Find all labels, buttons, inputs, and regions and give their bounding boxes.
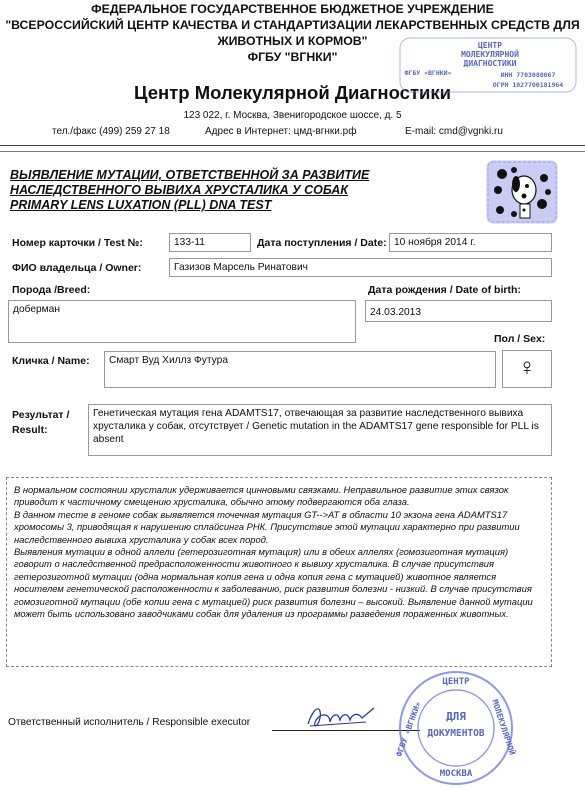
address: 123 022, г. Москва, Звенигородское шоссе, д. 5 (183, 110, 402, 121)
header-line-2: "ВСЕРОССИЙСКИЙ ЦЕНТР КАЧЕСТВА И СТАНДАРТИЗАЦИИ ЛЕКАРСТВЕННЫХ СРЕДСТВ ДЛЯ (5, 18, 580, 32)
email: E-mail: cmd@vgnki.ru (405, 126, 503, 137)
stamp-bottom-right: МОЛЕКУЛЯРНОЙ (490, 698, 517, 757)
executor-label: Ответственный исполнитель / Responsible executor (8, 717, 251, 728)
stamp-top-line-6: ОГРН 1027700181964 (492, 81, 564, 89)
date-received-field: 10 ноября 2014 г. (389, 233, 552, 252)
test-title-ru-1: ВЫЯВЛЕНИЕ МУТАЦИИ, ОТВЕТСТВЕННОЙ ЗА РАЗВИТИЕ (10, 168, 370, 182)
stamp-bottom-center-1: ДЛЯ (446, 710, 466, 723)
breed-label: Порода /Breed: (12, 284, 91, 296)
result-label-2: Result: (12, 424, 48, 436)
stamp-top-line-1: ЦЕНТР (477, 41, 503, 50)
signature-icon (300, 700, 380, 734)
note-paragraph-3: Выявления мутации в одной аллели (гетерозиготная мутация) или в обеих аллелях (гомозиготная мутация) говорит о наследственной предрасположенности животного к вывиху хрусталика. В случае присутствия гетерозиготной мутации (одна нормальная копия гена и одна копия гена с мутацией) животное является носителем генетической расположенности к заболеванию, риск развития болезни - низкий. В случае присутствия гомозиготной мутации (обе копии гена с мутацией) риск развития болезни – высокий. Выявление данной мутации может быть использовано заводчиками собак для удаления из программы разведения пораженных животных. (14, 546, 533, 620)
header-divider-1 (0, 145, 585, 146)
stamp-top-line-4: ФГБУ «ВГНКИ» (404, 69, 452, 77)
sex-field: ♀ (502, 350, 552, 388)
stamp-bottom (395, 668, 517, 788)
header-divider-2 (0, 151, 585, 152)
result-label-1: Результат / (12, 409, 70, 421)
stamp-top (398, 36, 578, 94)
stamp-bottom-bottom: МОСКВА (439, 769, 473, 779)
stamp-bottom-center-2: ДОКУМЕНТОВ (427, 728, 485, 739)
card-number-field: 133-11 (169, 233, 251, 252)
name-field: Смарт Вуд Хиллз Футура (104, 351, 496, 388)
header-line-1: ФЕДЕРАЛЬНОЕ ГОСУДАРСТВЕННОЕ БЮДЖЕТНОЕ УЧРЕЖДЕНИЕ (91, 2, 494, 16)
card-number-label: Номер карточки / Test №: (12, 237, 143, 249)
date-received-label: Дата поступления / Date: (257, 237, 387, 249)
owner-field: Газизов Марсель Ринатович (169, 258, 552, 277)
center-name: Центр Молекулярной Диагностики (133, 82, 452, 103)
stamp-bottom-arc-top: ЦЕНТР (442, 677, 470, 687)
test-title-ru-2: НАСЛЕДСТВЕННОГО ВЫВИХА ХРУСТАЛИКА У СОБАК (10, 183, 348, 197)
stamp-bottom-left: ФГБУ «ВГНКИ» (395, 700, 423, 758)
breed-field: доберман (8, 300, 356, 343)
stamp-top-line-3: ДИАГНОСТИКИ (463, 59, 517, 68)
test-title (10, 168, 369, 213)
stamp-top-line-5: ИНН 7703080067 (500, 71, 556, 79)
phone: тел./факс (499) 259 27 18 (52, 126, 170, 137)
name-label: Кличка / Name: (12, 355, 90, 367)
owner-label: ФИО владельца / Owner: (12, 262, 142, 274)
birth-date-label: Дата рождения / Date of birth: (368, 284, 521, 296)
website: Адрес в Интернет: цмд-вгнки.рф (205, 126, 357, 137)
note-paragraph-2: В данном тесте в геноме собак выявляется точечная мутация GT-->AT в области 10 экзона гена ADAMTS17 хромосомы 3, приводящая к нарушению сплайсинга РНК. Присутствие этой мутации характерно при развитии наследственного вывиха хрусталика у собак всех пород. (14, 508, 520, 545)
header-line-4: ФГБУ "ВГНКИ" (247, 50, 338, 64)
header-line-3: ЖИВОТНЫХ И КОРМОВ" (217, 34, 368, 48)
dog-logo-icon (486, 160, 558, 224)
test-title-en: PRIMARY LENS LUXATION (PLL) DNA TEST (10, 198, 272, 212)
sex-label: Пол / Sex: (494, 333, 546, 345)
note-paragraph-1: В нормальном состоянии хрусталик удерживается цинновыми связками. Неправильное развитие этих связок приводит к частичному смещению хрусталика, обычно этому подвергаются оба глаза. (14, 484, 509, 508)
birth-date-field: 24.03.2013 (365, 300, 552, 322)
result-field: Генетическая мутация гена ADAMTS17, отвечающая за развитие наследственного вывиха хрусталика у собак, отсутствует / Genetic mutation in the ADAMTS17 gene responsible for PLL is absent (88, 404, 552, 456)
explanation-note (6, 477, 552, 667)
stamp-top-line-2: МОЛЕКУЛЯРНОЙ (461, 50, 519, 59)
